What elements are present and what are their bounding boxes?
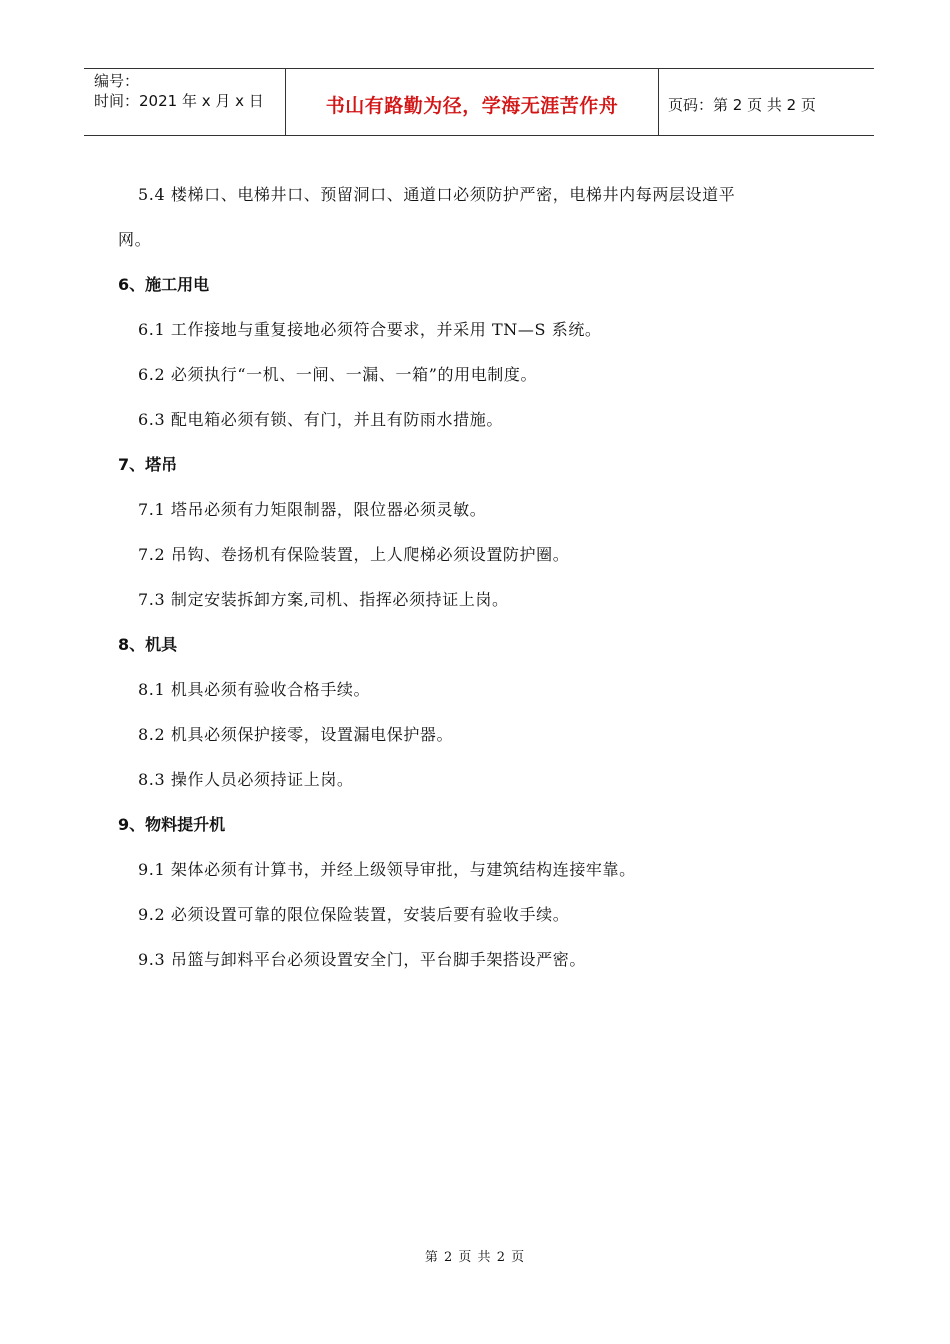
section-heading-9: 9、物料提升机 — [118, 815, 226, 834]
paragraph-9-2: 9.2 必须设置可靠的限位保险装置，安装后要有验收手续。 — [138, 905, 570, 924]
paragraph-8-2: 8.2 机具必须保护接零，设置漏电保护器。 — [138, 725, 454, 744]
paragraph-5-4-line2: 网。 — [118, 230, 152, 249]
page-label: 页码：第 2 页 共 2 页 — [668, 95, 816, 114]
paragraph-7-3: 7.3 制定安装拆卸方案,司机、指挥必须持证上岗。 — [138, 590, 509, 609]
paragraph-5-4-line1: 5.4 楼梯口、电梯井口、预留洞口、通道口必须防护严密，电梯井内每两层设道平 — [138, 185, 736, 204]
paragraph-6-1: 6.1 工作接地与重复接地必须符合要求，并采用 TN—S 系统。 — [138, 320, 602, 339]
document-body — [118, 172, 848, 982]
time-label: 时间：2021 年 x 月 x 日 — [94, 92, 264, 110]
paragraph-6-3: 6.3 配电箱必须有锁、有门，并且有防雨水措施。 — [138, 410, 503, 429]
section-heading-7: 7、塔吊 — [118, 455, 178, 474]
paragraph-8-1: 8.1 机具必须有验收合格手续。 — [138, 680, 371, 699]
page-footer — [0, 1246, 950, 1265]
paragraph-7-1: 7.1 塔吊必须有力矩限制器，限位器必须灵敏。 — [138, 500, 487, 519]
header-motto-cell — [286, 69, 659, 135]
footer-page-number: 第 2 页 共 2 页 — [424, 1250, 526, 1265]
paragraph-9-3: 9.3 吊篮与卸料平台必须设置安全门，平台脚手架搭设严密。 — [138, 950, 586, 969]
document-header — [84, 68, 874, 136]
paragraph-9-1: 9.1 架体必须有计算书，并经上级领导审批，与建筑结构连接牢靠。 — [138, 860, 636, 879]
header-meta — [84, 69, 286, 135]
paragraph-6-2: 6.2 必须执行“一机、一闸、一漏、一箱”的用电制度。 — [138, 365, 538, 384]
header-page-cell — [659, 69, 874, 135]
motto-text: 书山有路勤为径，学海无涯苦作舟 — [325, 94, 619, 117]
section-heading-8: 8、机具 — [118, 635, 178, 654]
paragraph-8-3: 8.3 操作人员必须持证上岗。 — [138, 770, 354, 789]
paragraph-5-4 — [118, 172, 848, 262]
paragraph-7-2: 7.2 吊钩、卷扬机有保险装置，上人爬梯必须设置防护圈。 — [138, 545, 570, 564]
number-label: 编号： — [94, 72, 140, 90]
section-heading-6: 6、施工用电 — [118, 275, 210, 294]
